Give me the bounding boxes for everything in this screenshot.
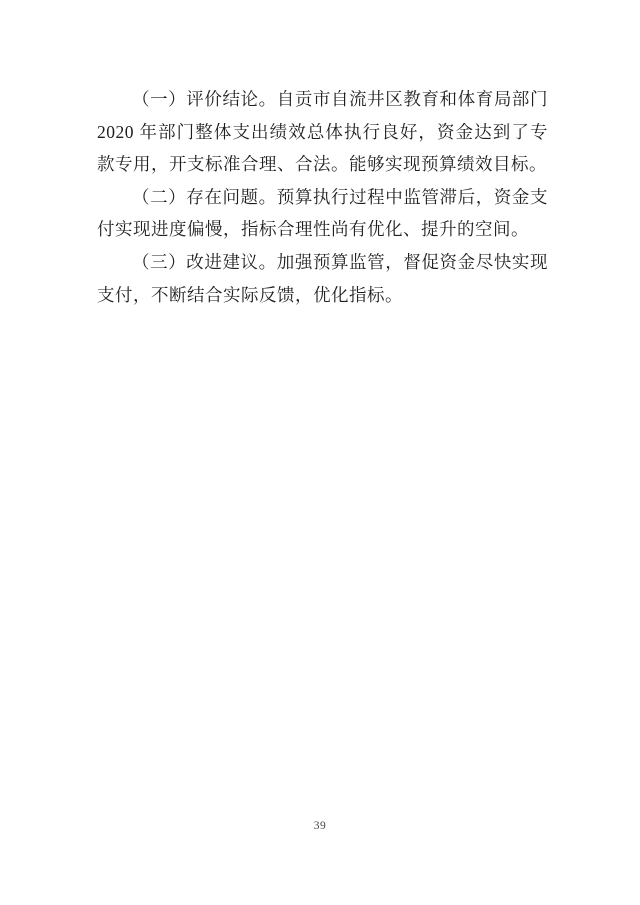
paragraph-evaluation-conclusion: （一）评价结论。自贡市自流井区教育和体育局部门2020 年部门整体支出绩效总体执行良好，资金达到了专款专用，开支标准合理、合法。能够实现预算绩效目标。: [97, 89, 548, 175]
document-body: [97, 83, 548, 311]
paragraph-improvement-suggestions: （三）改进建议。加强预算监管，督促资金尽快实现支付，不断结合实际反馈，优化指标。: [97, 251, 548, 305]
page-number: 39: [313, 820, 327, 832]
paragraph-existing-problems: （二）存在问题。预算执行过程中监管滞后，资金支付实现进度偏慢，指标合理性尚有优化、提升的空间。: [97, 186, 548, 240]
